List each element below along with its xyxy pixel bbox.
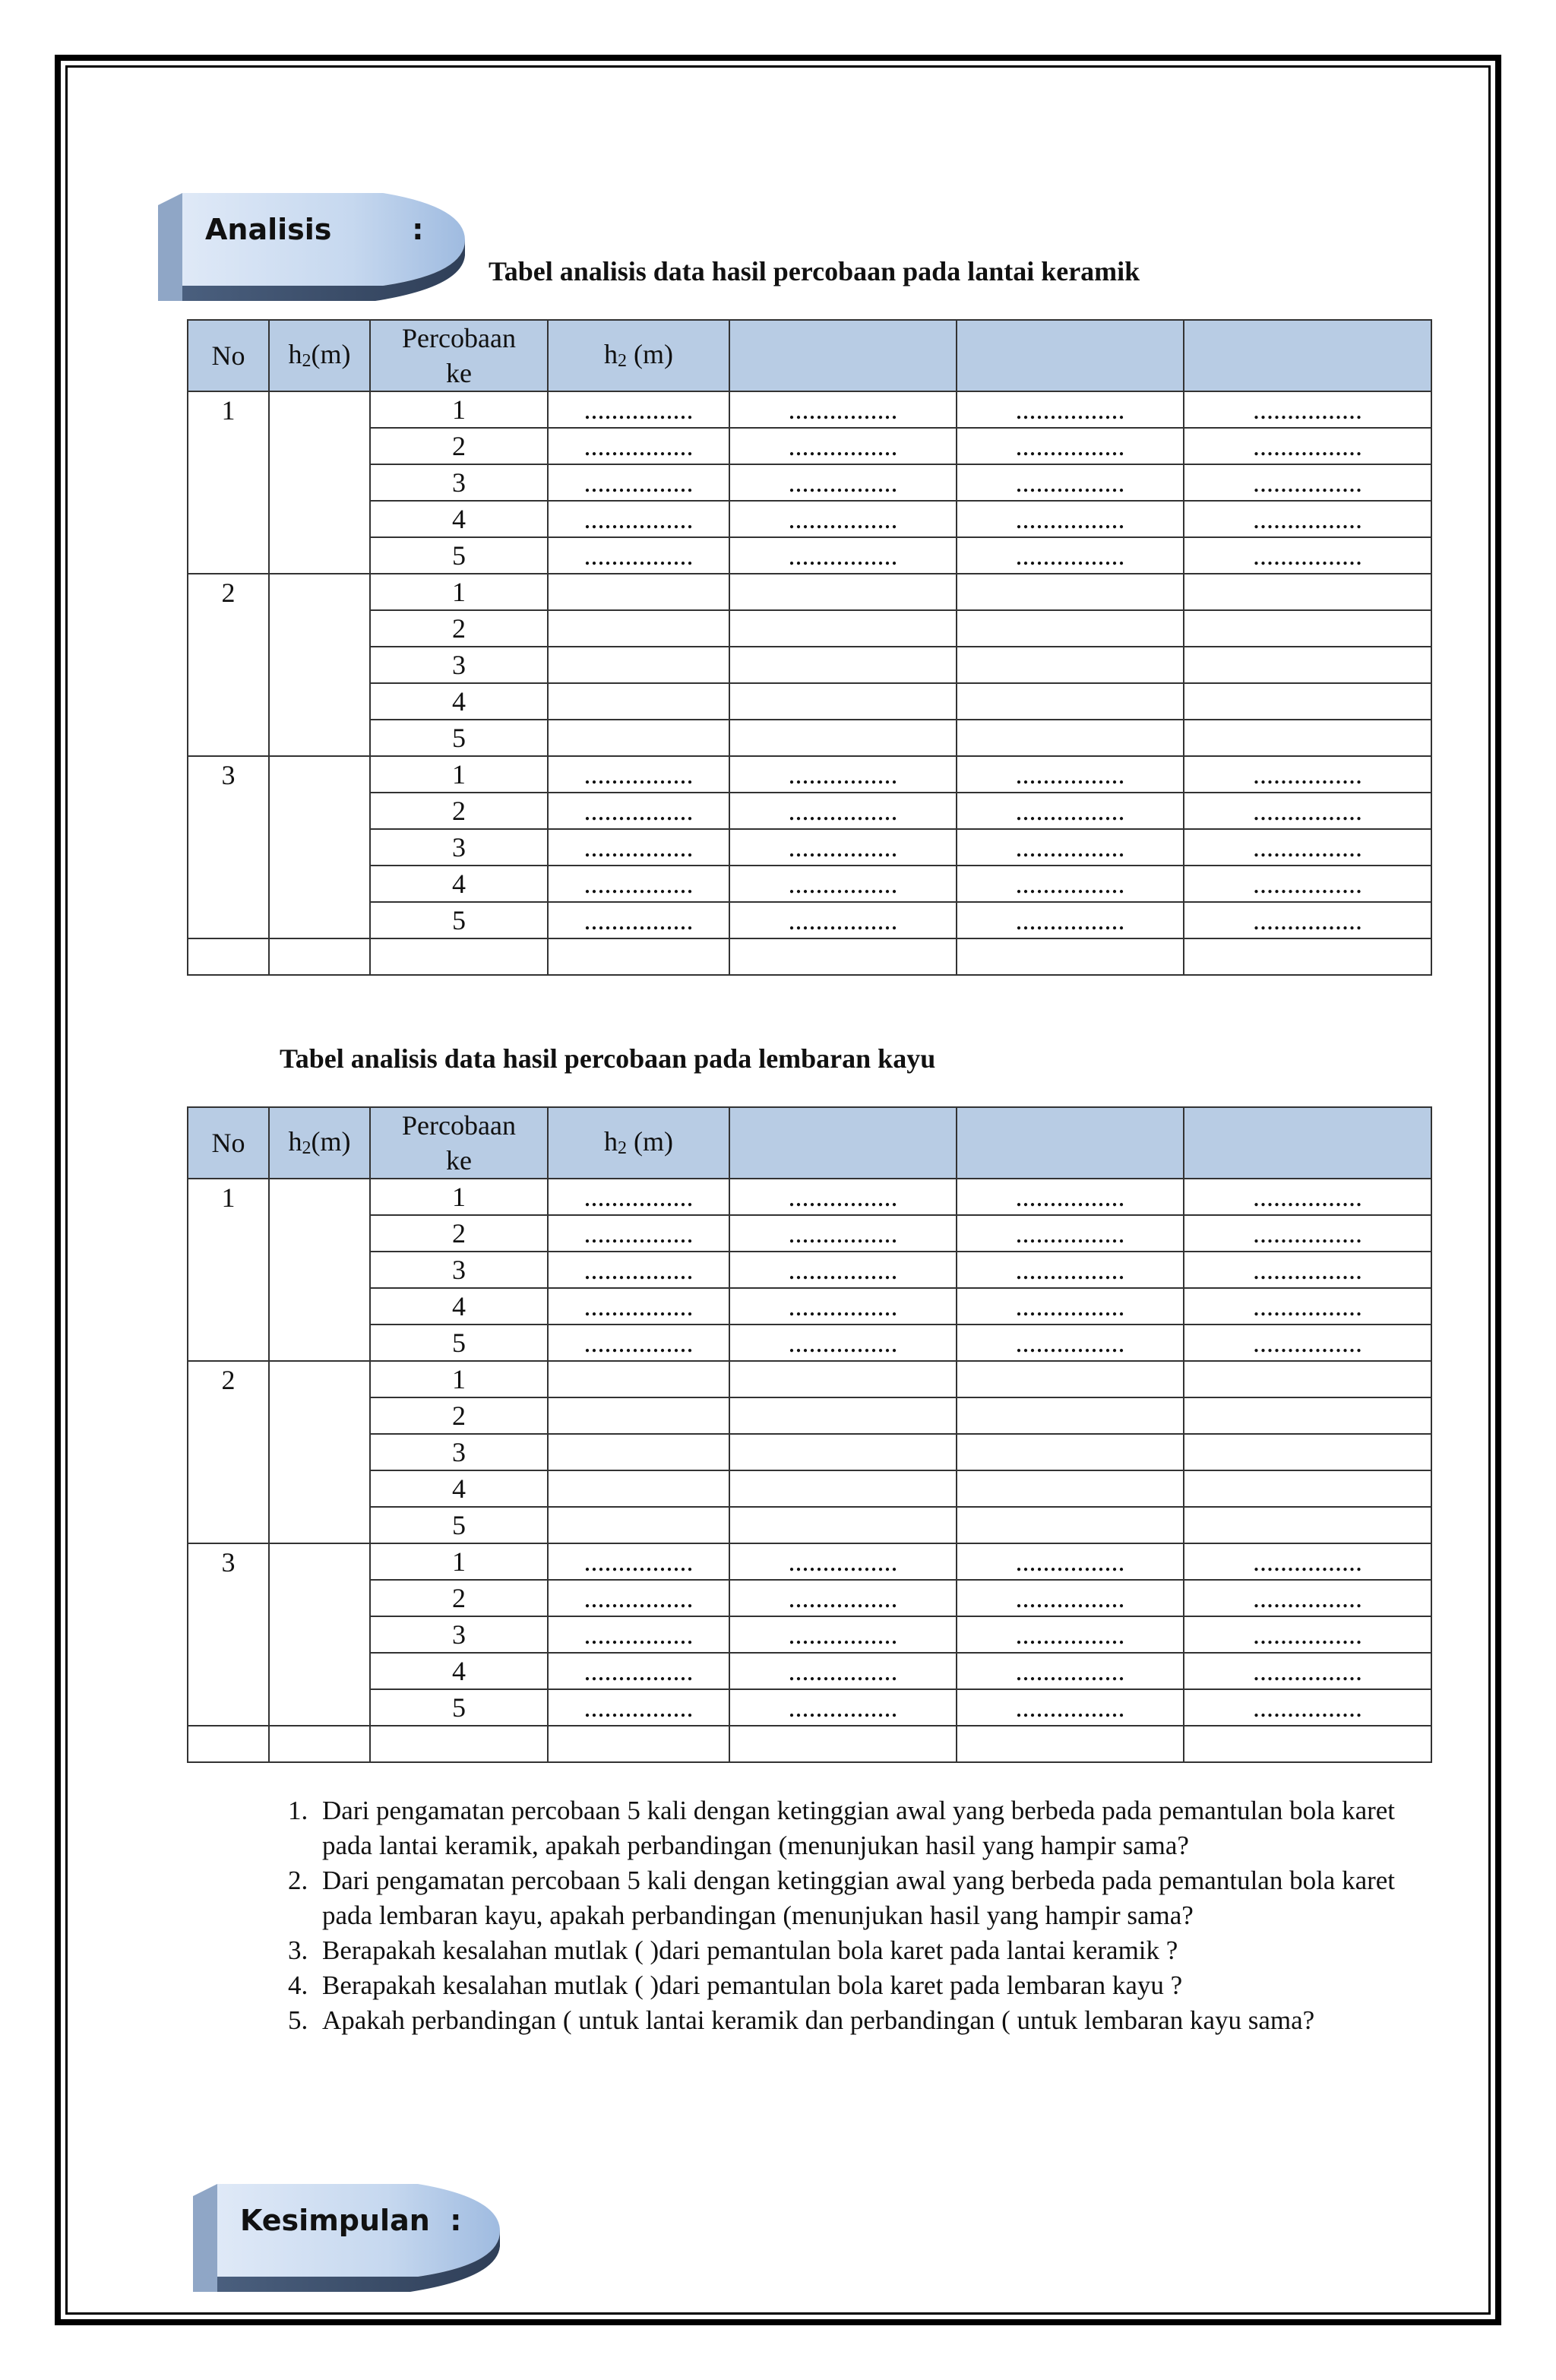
blank-placeholder: ................ bbox=[729, 1689, 957, 1726]
blank-placeholder: ................ bbox=[1184, 1252, 1431, 1288]
blank-placeholder: ................ bbox=[957, 793, 1184, 829]
empty-cell bbox=[548, 683, 729, 720]
blank-placeholder: ................ bbox=[729, 1325, 957, 1361]
table-row bbox=[188, 1179, 1431, 1215]
trial-number: 5 bbox=[370, 902, 548, 938]
empty-cell bbox=[729, 1726, 957, 1762]
blank-placeholder: ................ bbox=[729, 428, 957, 464]
empty-cell bbox=[1184, 1397, 1431, 1434]
blank-placeholder: ................ bbox=[1184, 1543, 1431, 1580]
trial-number: 4 bbox=[370, 1653, 548, 1689]
empty-cell bbox=[1184, 938, 1431, 975]
empty-cell bbox=[548, 938, 729, 975]
table-row bbox=[188, 1653, 1431, 1689]
empty-cell bbox=[188, 1726, 269, 1762]
empty-cell bbox=[957, 1470, 1184, 1507]
empty-footer-row bbox=[188, 938, 1431, 975]
blank-placeholder: ................ bbox=[548, 866, 729, 902]
empty-cell bbox=[957, 1434, 1184, 1470]
analysis-label: Analisis : bbox=[205, 213, 424, 246]
blank-placeholder: ................ bbox=[729, 1543, 957, 1580]
trial-number: 1 bbox=[370, 574, 548, 610]
trial-number: 3 bbox=[370, 829, 548, 866]
trial-number: 5 bbox=[370, 537, 548, 574]
trial-number: 4 bbox=[370, 1288, 548, 1325]
blank-placeholder: ................ bbox=[729, 1580, 957, 1616]
empty-cell bbox=[729, 1434, 957, 1470]
blank-placeholder: ................ bbox=[1184, 829, 1431, 866]
header-trial bbox=[370, 1107, 548, 1179]
question-item: 1. Dari pengamatan percobaan 5 kali dengan ketinggian awal yang berbeda pada pemantulan bola karet pada lantai keramik, apakah perbandingan (menunjukan hasil yang hampir sama? bbox=[315, 1793, 1439, 1863]
trial-number: 1 bbox=[370, 391, 548, 428]
trial-number: 2 bbox=[370, 1580, 548, 1616]
table-row bbox=[188, 428, 1431, 464]
conclusion-label: Kesimpulan : bbox=[240, 2204, 462, 2237]
trial-number: 1 bbox=[370, 756, 548, 793]
trial-number: 4 bbox=[370, 866, 548, 902]
header-h2b-subscript: 2 bbox=[618, 350, 627, 371]
empty-cell bbox=[370, 1726, 548, 1762]
table-row bbox=[188, 464, 1431, 501]
header-empty bbox=[957, 320, 1184, 391]
empty-cell bbox=[548, 647, 729, 683]
blank-placeholder: ................ bbox=[548, 1580, 729, 1616]
blank-placeholder: ................ bbox=[957, 1288, 1184, 1325]
blank-placeholder: ................ bbox=[729, 1653, 957, 1689]
empty-cell bbox=[1184, 1726, 1431, 1762]
blank-placeholder: ................ bbox=[957, 829, 1184, 866]
table-row bbox=[188, 1215, 1431, 1252]
empty-cell bbox=[1184, 1507, 1431, 1543]
table-row bbox=[188, 683, 1431, 720]
empty-cell bbox=[548, 1361, 729, 1397]
table1-title: Tabel analisis data hasil percobaan pada lantai keramik bbox=[489, 256, 1140, 286]
trial-number: 4 bbox=[370, 683, 548, 720]
blank-placeholder: ................ bbox=[957, 428, 1184, 464]
header-row bbox=[188, 320, 1431, 391]
table-row bbox=[188, 720, 1431, 756]
trial-number: 2 bbox=[370, 793, 548, 829]
blank-placeholder: ................ bbox=[729, 829, 957, 866]
table-row bbox=[188, 574, 1431, 610]
empty-cell bbox=[729, 647, 957, 683]
trial-number: 4 bbox=[370, 1470, 548, 1507]
group-h2-cell bbox=[269, 1361, 370, 1543]
trial-number: 5 bbox=[370, 720, 548, 756]
trial-number: 3 bbox=[370, 1434, 548, 1470]
table-row bbox=[188, 866, 1431, 902]
trial-number: 3 bbox=[370, 1616, 548, 1653]
blank-placeholder: ................ bbox=[957, 866, 1184, 902]
table-row bbox=[188, 1361, 1431, 1397]
header-trial bbox=[370, 320, 548, 391]
blank-placeholder: ................ bbox=[729, 391, 957, 428]
blank-placeholder: ................ bbox=[957, 1653, 1184, 1689]
header-h2 bbox=[269, 1107, 370, 1179]
empty-cell bbox=[729, 720, 957, 756]
blank-placeholder: ................ bbox=[957, 537, 1184, 574]
table-row bbox=[188, 1580, 1431, 1616]
blank-placeholder: ................ bbox=[957, 1325, 1184, 1361]
table-row bbox=[188, 1616, 1431, 1653]
blank-placeholder: ................ bbox=[1184, 537, 1431, 574]
blank-placeholder: ................ bbox=[548, 1616, 729, 1653]
blank-placeholder: ................ bbox=[957, 1580, 1184, 1616]
question-item: 2. Dari pengamatan percobaan 5 kali dengan ketinggian awal yang berbeda pada pemantulan bola karet pada lembaran kayu, apakah perbandingan (menunjukan hasil yang hampir sama? bbox=[315, 1863, 1439, 1933]
trial-number: 2 bbox=[370, 428, 548, 464]
empty-cell bbox=[548, 1397, 729, 1434]
question-item: 3. Berapakah kesalahan mutlak ( )dari pemantulan bola karet pada lantai keramik ? bbox=[315, 1933, 1439, 1968]
ribbon-shape-icon bbox=[155, 190, 474, 304]
blank-placeholder: ................ bbox=[1184, 1325, 1431, 1361]
group-number: 3 bbox=[188, 1543, 269, 1726]
empty-cell bbox=[1184, 1434, 1431, 1470]
empty-cell bbox=[729, 683, 957, 720]
analysis-banner bbox=[155, 190, 474, 304]
blank-placeholder: ................ bbox=[1184, 1179, 1431, 1215]
trial-number: 2 bbox=[370, 1397, 548, 1434]
empty-cell bbox=[548, 610, 729, 647]
empty-cell bbox=[729, 610, 957, 647]
blank-placeholder: ................ bbox=[729, 501, 957, 537]
header-h2-subscript: 2 bbox=[302, 1138, 312, 1158]
blank-placeholder: ................ bbox=[957, 391, 1184, 428]
table-row bbox=[188, 1325, 1431, 1361]
blank-placeholder: ................ bbox=[729, 1252, 957, 1288]
table-row bbox=[188, 1470, 1431, 1507]
blank-placeholder: ................ bbox=[548, 1215, 729, 1252]
blank-placeholder: ................ bbox=[729, 464, 957, 501]
group-h2-cell bbox=[269, 1543, 370, 1726]
table-row bbox=[188, 1507, 1431, 1543]
table2-title: Tabel analisis data hasil percobaan pada lembaran kayu bbox=[280, 1043, 936, 1074]
group-number: 2 bbox=[188, 574, 269, 756]
blank-placeholder: ................ bbox=[957, 1179, 1184, 1215]
blank-placeholder: ................ bbox=[1184, 756, 1431, 793]
empty-cell bbox=[1184, 574, 1431, 610]
ribbon-shape-icon bbox=[190, 2181, 509, 2295]
header-h2-symbol: h bbox=[288, 1125, 302, 1157]
blank-placeholder: ................ bbox=[957, 1252, 1184, 1288]
blank-placeholder: ................ bbox=[548, 464, 729, 501]
table-row bbox=[188, 1288, 1431, 1325]
empty-cell bbox=[269, 1726, 370, 1762]
blank-placeholder: ................ bbox=[729, 902, 957, 938]
trial-number: 2 bbox=[370, 610, 548, 647]
header-h2b-unit: (m) bbox=[627, 338, 673, 369]
blank-placeholder: ................ bbox=[957, 1689, 1184, 1726]
keramik-analysis-table bbox=[187, 319, 1432, 976]
blank-placeholder: ................ bbox=[1184, 866, 1431, 902]
group-h2-cell bbox=[269, 574, 370, 756]
table-row bbox=[188, 391, 1431, 428]
header-h2-measured bbox=[548, 1107, 729, 1179]
empty-cell bbox=[729, 938, 957, 975]
empty-cell bbox=[1184, 1470, 1431, 1507]
empty-cell bbox=[729, 1470, 957, 1507]
blank-placeholder: ................ bbox=[548, 391, 729, 428]
trial-number: 1 bbox=[370, 1361, 548, 1397]
table-row bbox=[188, 1689, 1431, 1726]
kayu-analysis-table bbox=[187, 1106, 1432, 1763]
blank-placeholder: ................ bbox=[729, 1179, 957, 1215]
blank-placeholder: ................ bbox=[957, 1215, 1184, 1252]
group-h2-cell bbox=[269, 756, 370, 938]
empty-cell bbox=[957, 1507, 1184, 1543]
empty-cell bbox=[1184, 647, 1431, 683]
blank-placeholder: ................ bbox=[729, 1616, 957, 1653]
trial-number: 3 bbox=[370, 647, 548, 683]
table-row bbox=[188, 756, 1431, 793]
empty-cell bbox=[1184, 683, 1431, 720]
empty-cell bbox=[729, 1507, 957, 1543]
blank-placeholder: ................ bbox=[1184, 1689, 1431, 1726]
table-row bbox=[188, 1397, 1431, 1434]
blank-placeholder: ................ bbox=[548, 1252, 729, 1288]
blank-placeholder: ................ bbox=[548, 756, 729, 793]
blank-placeholder: ................ bbox=[548, 1288, 729, 1325]
table-row bbox=[188, 902, 1431, 938]
blank-placeholder: ................ bbox=[548, 1325, 729, 1361]
header-trial-line1: Percobaan bbox=[402, 1110, 516, 1141]
empty-cell bbox=[548, 1507, 729, 1543]
trial-number: 5 bbox=[370, 1689, 548, 1726]
table-row bbox=[188, 1252, 1431, 1288]
trial-number: 5 bbox=[370, 1507, 548, 1543]
header-h2-subscript: 2 bbox=[302, 350, 312, 371]
blank-placeholder: ................ bbox=[957, 756, 1184, 793]
header-h2-symbol: h bbox=[288, 338, 302, 369]
blank-placeholder: ................ bbox=[548, 1179, 729, 1215]
blank-placeholder: ................ bbox=[729, 537, 957, 574]
blank-placeholder: ................ bbox=[1184, 391, 1431, 428]
blank-placeholder: ................ bbox=[548, 501, 729, 537]
blank-placeholder: ................ bbox=[1184, 501, 1431, 537]
empty-cell bbox=[957, 574, 1184, 610]
blank-placeholder: ................ bbox=[1184, 1653, 1431, 1689]
header-h2-unit: (m) bbox=[311, 338, 351, 369]
header-empty bbox=[729, 320, 957, 391]
header-h2b-unit: (m) bbox=[627, 1125, 673, 1157]
question-list bbox=[258, 1793, 1439, 2038]
empty-cell bbox=[957, 610, 1184, 647]
blank-placeholder: ................ bbox=[957, 902, 1184, 938]
empty-cell bbox=[729, 574, 957, 610]
blank-placeholder: ................ bbox=[729, 1215, 957, 1252]
empty-cell bbox=[957, 1726, 1184, 1762]
group-number: 2 bbox=[188, 1361, 269, 1543]
empty-cell bbox=[957, 647, 1184, 683]
blank-placeholder: ................ bbox=[548, 537, 729, 574]
trial-number: 3 bbox=[370, 1252, 548, 1288]
empty-cell bbox=[548, 574, 729, 610]
empty-cell bbox=[957, 1361, 1184, 1397]
table-row bbox=[188, 829, 1431, 866]
empty-cell bbox=[957, 683, 1184, 720]
blank-placeholder: ................ bbox=[548, 902, 729, 938]
blank-placeholder: ................ bbox=[1184, 902, 1431, 938]
empty-cell bbox=[1184, 610, 1431, 647]
empty-cell bbox=[957, 938, 1184, 975]
question-item: 5. Apakah perbandingan ( untuk lantai keramik dan perbandingan ( untuk lembaran kayu sama? bbox=[315, 2003, 1439, 2038]
group-number: 1 bbox=[188, 391, 269, 574]
header-h2 bbox=[269, 320, 370, 391]
blank-placeholder: ................ bbox=[957, 1616, 1184, 1653]
blank-placeholder: ................ bbox=[548, 1543, 729, 1580]
table-row bbox=[188, 1434, 1431, 1470]
header-empty bbox=[1184, 320, 1431, 391]
empty-cell bbox=[729, 1361, 957, 1397]
table-row bbox=[188, 647, 1431, 683]
empty-cell bbox=[957, 720, 1184, 756]
header-empty bbox=[1184, 1107, 1431, 1179]
blank-placeholder: ................ bbox=[1184, 793, 1431, 829]
trial-number: 1 bbox=[370, 1179, 548, 1215]
blank-placeholder: ................ bbox=[1184, 1288, 1431, 1325]
group-h2-cell bbox=[269, 391, 370, 574]
header-trial-line2: ke bbox=[446, 1145, 472, 1176]
empty-cell bbox=[548, 1434, 729, 1470]
blank-placeholder: ................ bbox=[1184, 428, 1431, 464]
header-h2-unit: (m) bbox=[311, 1125, 351, 1157]
header-h2b-symbol: h bbox=[604, 338, 618, 369]
table-row bbox=[188, 537, 1431, 574]
blank-placeholder: ................ bbox=[957, 464, 1184, 501]
table-row bbox=[188, 501, 1431, 537]
blank-placeholder: ................ bbox=[957, 501, 1184, 537]
table-row bbox=[188, 610, 1431, 647]
question-item: 4. Berapakah kesalahan mutlak ( )dari pemantulan bola karet pada lembaran kayu ? bbox=[315, 1968, 1439, 2003]
blank-placeholder: ................ bbox=[548, 1653, 729, 1689]
empty-cell bbox=[548, 1470, 729, 1507]
blank-placeholder: ................ bbox=[1184, 464, 1431, 501]
blank-placeholder: ................ bbox=[548, 829, 729, 866]
blank-placeholder: ................ bbox=[729, 756, 957, 793]
trial-number: 4 bbox=[370, 501, 548, 537]
blank-placeholder: ................ bbox=[548, 428, 729, 464]
header-h2b-symbol: h bbox=[604, 1125, 618, 1157]
trial-number: 5 bbox=[370, 1325, 548, 1361]
blank-placeholder: ................ bbox=[957, 1543, 1184, 1580]
header-trial-line1: Percobaan bbox=[402, 323, 516, 353]
header-h2b-subscript: 2 bbox=[618, 1138, 627, 1158]
blank-placeholder: ................ bbox=[1184, 1580, 1431, 1616]
header-row bbox=[188, 1107, 1431, 1179]
empty-cell bbox=[1184, 1361, 1431, 1397]
header-no: No bbox=[188, 320, 269, 391]
blank-placeholder: ................ bbox=[1184, 1616, 1431, 1653]
blank-placeholder: ................ bbox=[548, 793, 729, 829]
empty-cell bbox=[548, 720, 729, 756]
blank-placeholder: ................ bbox=[729, 793, 957, 829]
empty-footer-row bbox=[188, 1726, 1431, 1762]
empty-cell bbox=[548, 1726, 729, 1762]
empty-cell bbox=[729, 1397, 957, 1434]
group-number: 1 bbox=[188, 1179, 269, 1361]
header-empty bbox=[729, 1107, 957, 1179]
trial-number: 2 bbox=[370, 1215, 548, 1252]
header-no: No bbox=[188, 1107, 269, 1179]
group-number: 3 bbox=[188, 756, 269, 938]
header-trial-line2: ke bbox=[446, 358, 472, 388]
blank-placeholder: ................ bbox=[548, 1689, 729, 1726]
header-h2-measured bbox=[548, 320, 729, 391]
empty-cell bbox=[269, 938, 370, 975]
header-empty bbox=[957, 1107, 1184, 1179]
table-row bbox=[188, 1543, 1431, 1580]
blank-placeholder: ................ bbox=[729, 1288, 957, 1325]
trial-number: 1 bbox=[370, 1543, 548, 1580]
empty-cell bbox=[1184, 720, 1431, 756]
group-h2-cell bbox=[269, 1179, 370, 1361]
empty-cell bbox=[957, 1397, 1184, 1434]
empty-cell bbox=[188, 938, 269, 975]
table-row bbox=[188, 793, 1431, 829]
blank-placeholder: ................ bbox=[1184, 1215, 1431, 1252]
trial-number: 3 bbox=[370, 464, 548, 501]
blank-placeholder: ................ bbox=[729, 866, 957, 902]
empty-cell bbox=[370, 938, 548, 975]
conclusion-banner bbox=[190, 2181, 509, 2295]
